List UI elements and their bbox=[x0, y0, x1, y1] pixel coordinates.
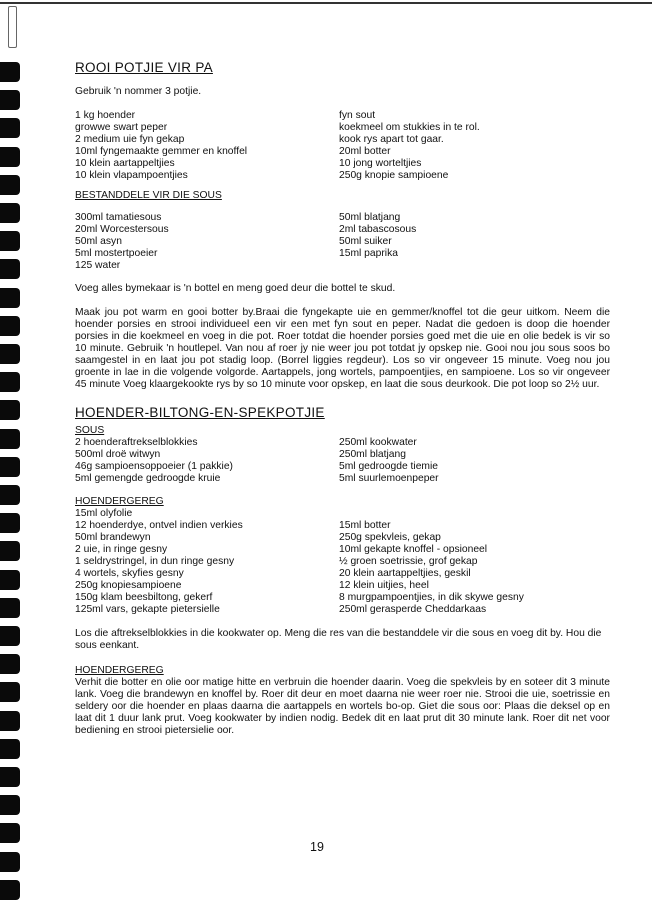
binding-ring bbox=[0, 90, 20, 110]
binding-ring bbox=[0, 598, 20, 618]
ingredient: growwe swart peper bbox=[75, 122, 168, 133]
binding-ring bbox=[0, 259, 20, 279]
binding-ring bbox=[0, 795, 20, 815]
recipe1-ingredients-right bbox=[339, 110, 610, 182]
recipe2-sous-left bbox=[75, 437, 339, 485]
binding-ring bbox=[0, 147, 20, 167]
binding-ring bbox=[0, 570, 20, 590]
recipe2-gereg bbox=[75, 508, 610, 616]
top-edge-line bbox=[0, 2, 652, 4]
recipe1-ingredients-left bbox=[75, 110, 339, 182]
ingredient: 250g spekvleis, gekap bbox=[339, 532, 441, 543]
binding-ring bbox=[0, 739, 20, 759]
recipe1-sauce-right bbox=[339, 212, 610, 272]
binding-ring bbox=[0, 372, 20, 392]
ingredient: 1 seldrystringel, in dun ringe gesny bbox=[75, 556, 235, 567]
recipe1-method: Maak jou pot warm en gooi botter by.Braai die fyngekapte uie en gemmer/knoffel tot die geur uitkom. Neem die hoender porsies en strooi individueel een vir een met fyn sout en peper. Nadat die gedoen is doop die hoender porsies in die koekmeel en voeg in die pot. Roer totdat die hoender porsies goed met die uie en olie bedek is vir so 10 minute. Gebruik 'n houtlepel. Van nou af roer jy nie weer jou pot totdat jy opskep nie. Gooi nou jou sous soos bo saamgestel in en laat jou pot stadig loop. (Borrel liggies regdeur). Los so vir ongeveer 15 minute. Voeg nou jou groente in lae in die volgende volgorde. Aartappels, jong wortels, pampoentjies, en sampioene. Los so vir ongeveer 45 minute Voeg klaargekookte rys by so 10 minute voor opskep, en laat die sous deurkook. Die pot loop so 2½ uur. bbox=[75, 307, 610, 390]
binding-ring bbox=[0, 852, 20, 872]
binding-ring bbox=[0, 231, 20, 251]
recipe1-sauce-left bbox=[75, 212, 339, 272]
binding-ring bbox=[0, 513, 20, 533]
ingredient: 12 hoenderdye, ontvel indien verkies bbox=[75, 520, 243, 531]
recipe2-method-heading: HOENDERGEREG bbox=[75, 665, 164, 676]
ingredient: 2 medium uie fyn gekap bbox=[75, 134, 185, 145]
recipe2-gereg-right bbox=[339, 508, 610, 616]
ingredient: 1 kg hoender bbox=[75, 110, 136, 121]
ingredient: 5ml gedroogde tiemie bbox=[339, 461, 439, 472]
ingredient: 10ml gekapte knoffel - opsioneel bbox=[339, 544, 488, 555]
binding-ring bbox=[0, 541, 20, 561]
binding-ring bbox=[0, 823, 20, 843]
binding-ring bbox=[0, 711, 20, 731]
ingredient: 20 klein aartappeltjies, geskil bbox=[339, 568, 471, 579]
recipe1-sauce-instruction: Voeg alles bymekaar is 'n bottel en meng goed deur die bottel te skud. bbox=[75, 283, 396, 294]
recipe2-title: HOENDER-BILTONG-EN-SPEKPOTJIE bbox=[75, 405, 325, 420]
ingredient: 300ml tamatiesous bbox=[75, 212, 162, 223]
binding-ring bbox=[0, 457, 20, 477]
ingredient: 250g knopiesampioene bbox=[75, 580, 182, 591]
ingredient: 4 wortels, skyfies gesny bbox=[75, 568, 184, 579]
recipe2-sous-method: Los die aftrekselblokkies in die kookwater op. Meng die res van die bestanddele vir die sous en voeg dit by. Hou die sous eenkant. bbox=[75, 628, 602, 651]
ingredient: 46g sampioensoppoeier (1 pakkie) bbox=[75, 461, 233, 472]
binding-ring bbox=[0, 62, 20, 82]
recipe2-sous-right bbox=[339, 437, 610, 485]
ingredient: 250ml kookwater bbox=[339, 437, 417, 448]
punch-hole bbox=[8, 6, 17, 48]
ingredient: 15ml botter bbox=[339, 520, 391, 531]
ingredient: 125ml vars, gekapte pietersielle bbox=[75, 604, 220, 615]
binding-ring bbox=[0, 344, 20, 364]
ingredient: ½ groen soetrissie, grof gekap bbox=[339, 556, 478, 567]
ingredient: 2 hoenderaftrekselblokkies bbox=[75, 437, 198, 448]
ingredient: 250ml gerasperde Cheddarkaas bbox=[339, 604, 487, 615]
ingredient: 10 klein vlapampoentjies bbox=[75, 170, 188, 181]
ingredient: 50ml brandewyn bbox=[75, 532, 151, 543]
recipe2-sous bbox=[75, 437, 610, 485]
ingredient: 500ml droë witwyn bbox=[75, 449, 161, 460]
ingredient: kook rys apart tot gaar. bbox=[339, 134, 444, 145]
ingredient: 20ml botter bbox=[339, 146, 391, 157]
ingredient: 10ml fyngemaakte gemmer en knoffel bbox=[75, 146, 248, 157]
recipe2-method: Verhit die botter en olie oor matige hitte en verbruin die hoender daarin. Voeg die spekvleis by en soteer dit 3 minute lank. Voeg die brandewyn en knoffel by. Roer dit deur en moet daarna nie weer roer nie. Strooi die uie, soetrissie en seldery oor die hoender en plaas daarna die aartappels en wortels bo-op. Giet die sous oor: Plaas die deksel op en laat dit 1 duur lank prut. Voeg kookwater by indien nodig. Bedek dit en laat prut dit 30 minute lank. Roer dit net voor bediening en strooi pietersielie oor. bbox=[75, 677, 610, 736]
ingredient: 5ml gemengde gedroogde kruie bbox=[75, 473, 221, 484]
binding-ring bbox=[0, 485, 20, 505]
binding-ring bbox=[0, 880, 20, 900]
binding-ring bbox=[0, 682, 20, 702]
binding-ring bbox=[0, 175, 20, 195]
binding-ring bbox=[0, 429, 20, 449]
binding-ring bbox=[0, 203, 20, 223]
ingredient: 50ml asyn bbox=[75, 236, 122, 247]
ingredient: 150g klam beesbiltong, gekerf bbox=[75, 592, 213, 603]
ingredient: 5ml suurlemoenpeper bbox=[339, 473, 439, 484]
recipe2-gereg-heading: HOENDERGEREG bbox=[75, 496, 164, 507]
ingredient: 250ml blatjang bbox=[339, 449, 406, 460]
ingredient: 5ml mostertpoeier bbox=[75, 248, 158, 259]
ingredient: 20ml Worcestersous bbox=[75, 224, 169, 235]
ingredient: 50ml suiker bbox=[339, 236, 392, 247]
spiral-binding bbox=[0, 0, 22, 900]
recipe1-title: ROOI POTJIE VIR PA bbox=[75, 60, 213, 75]
recipe2-sous-heading: SOUS bbox=[75, 425, 105, 436]
recipe2-gereg-left bbox=[75, 508, 339, 616]
page-number: 19 bbox=[310, 840, 324, 854]
recipe1-ingredients bbox=[75, 110, 610, 182]
page-content bbox=[75, 60, 610, 737]
ingredient: 2 uie, in ringe gesny bbox=[75, 544, 168, 555]
recipe1-sauce-heading: BESTANDDELE VIR DIE SOUS bbox=[75, 190, 222, 201]
ingredient: 2ml tabascosous bbox=[339, 224, 417, 235]
ingredient: koekmeel om stukkies in te rol. bbox=[339, 122, 480, 133]
ingredient: 10 klein aartappeltjies bbox=[75, 158, 175, 169]
ingredient: 10 jong worteltjies bbox=[339, 158, 422, 169]
binding-ring bbox=[0, 654, 20, 674]
ingredient: 15ml paprika bbox=[339, 248, 398, 259]
ingredient: 250g knopie sampioene bbox=[339, 170, 449, 181]
binding-ring bbox=[0, 288, 20, 308]
binding-ring bbox=[0, 767, 20, 787]
ingredient: 8 murgpampoentjies, in dik skywe gesny bbox=[339, 592, 524, 603]
ingredient: fyn sout bbox=[339, 110, 376, 121]
binding-ring bbox=[0, 626, 20, 646]
binding-ring bbox=[0, 316, 20, 336]
ingredient: 12 klein uitjies, heel bbox=[339, 580, 429, 591]
recipe1-sauce bbox=[75, 212, 610, 272]
recipe1-intro: Gebruik 'n nommer 3 potjie. bbox=[75, 86, 202, 97]
ingredient: 15ml olyfolie bbox=[75, 508, 133, 519]
ingredient: 50ml blatjang bbox=[339, 212, 401, 223]
ingredient: 125 water bbox=[75, 260, 121, 271]
binding-ring bbox=[0, 400, 20, 420]
binding-ring bbox=[0, 118, 20, 138]
